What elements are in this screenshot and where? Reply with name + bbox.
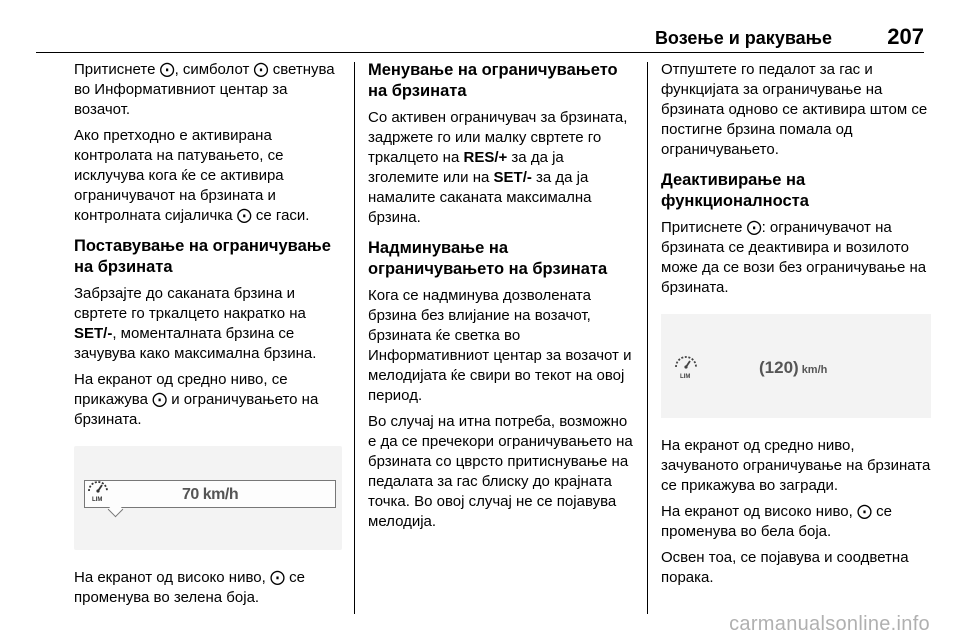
paragraph: На екранот од високо ниво, ⨀ се променува во зелена боја. — [74, 569, 305, 606]
text-run: Со активен ограничувач за брзината, задржете го или малку свртете го тркалцето на — [368, 109, 628, 166]
paragraph: Отпуштете го педалот за гас и функцијата за ограничување на брзината одново се активира штом се постигне брзина помала од ограничувањето. — [661, 61, 928, 158]
section-title: Возење и ракување — [654, 28, 832, 48]
display-speed: 70 km/h — [182, 486, 239, 503]
section-heading: Поставување на ограничувањe на брзината — [74, 237, 331, 276]
display-speed — [759, 358, 827, 380]
control-label: SET/- — [74, 325, 113, 342]
stored-speed: (120) — [759, 358, 799, 377]
paragraph — [368, 108, 636, 228]
column-divider — [647, 62, 648, 614]
section-heading: Деактивирање на функционалноста — [661, 171, 809, 210]
paragraph: Кога се надминува дозволената брзина без влијание на возачот, брзината ќе светка во Информативниот центар за возачот и мелодијата ќе свири во текот на овој период. — [368, 287, 632, 404]
text-run: Забрзајте до саканата брзина и свртете го тркалцето накратко на — [74, 285, 306, 322]
header-rule — [36, 52, 924, 53]
paragraph: На екранот од средно ниво, зачуваното ограничување на брзината се прикажува во загради. — [661, 437, 931, 494]
text-run: , моменталната брзина се зачувува како максимална брзина. — [74, 325, 317, 362]
paragraph: Во случај на итна потреба, возможно е да се пречекори ограничувањето на брзината со цврсто притиснување на педалата за гас блиску до крајната точка. Во овој случај не се појавува мелодија. — [368, 413, 633, 530]
paragraph: Притиснете ⨀, симболот ⨀ светнува во Информативниот центар за возачот. — [74, 61, 335, 118]
text-run: за да ја зголемите или на — [368, 149, 564, 186]
speed-limiter-icon — [673, 352, 699, 380]
paragraph: Освен тоа, се појавува и соодветна порака. — [661, 549, 909, 586]
column-divider — [354, 62, 355, 614]
page-header — [36, 22, 924, 52]
control-label: SET/- — [493, 169, 532, 186]
section-heading: Менување на ограничувањето на брзината — [368, 61, 618, 100]
speed-limiter-icon — [86, 477, 110, 503]
section-heading: Надминување на ограничувањето на брзината — [368, 239, 608, 278]
text-run: за да ја намалите саканата максимална брзина. — [368, 169, 592, 226]
column-3 — [661, 60, 931, 594]
speed-limiter-display-inactive — [661, 314, 931, 418]
page-number: 207 — [887, 24, 924, 49]
paragraph: Ако претходно е активирана контролата на патувањето, се исклучува кога ќе се активира ограничувачот на брзината и контролната сијаличка ⨀ се гаси. — [74, 127, 310, 224]
paragraph: На екранот од високо ниво, ⨀ се променува во бела боја. — [661, 503, 892, 540]
speed-limiter-display — [74, 446, 342, 550]
display-icon-label: LIM — [680, 374, 691, 380]
paragraph — [74, 284, 342, 364]
column-1 — [74, 60, 342, 614]
speed-unit: km/h — [801, 364, 828, 376]
control-label: RES/+ — [463, 149, 508, 166]
display-icon-label: LIM — [92, 497, 103, 503]
paragraph: Притиснете ⨀: ограничувачот на брзината се деактивира и возилото може да се вози без ограничување на брзината. — [661, 219, 927, 296]
watermark: carmanualsonline.info — [729, 613, 930, 635]
column-2 — [368, 60, 636, 538]
paragraph: На екранот од средно ниво, се прикажува ⨀ и ограничувањето на брзината. — [74, 371, 319, 428]
